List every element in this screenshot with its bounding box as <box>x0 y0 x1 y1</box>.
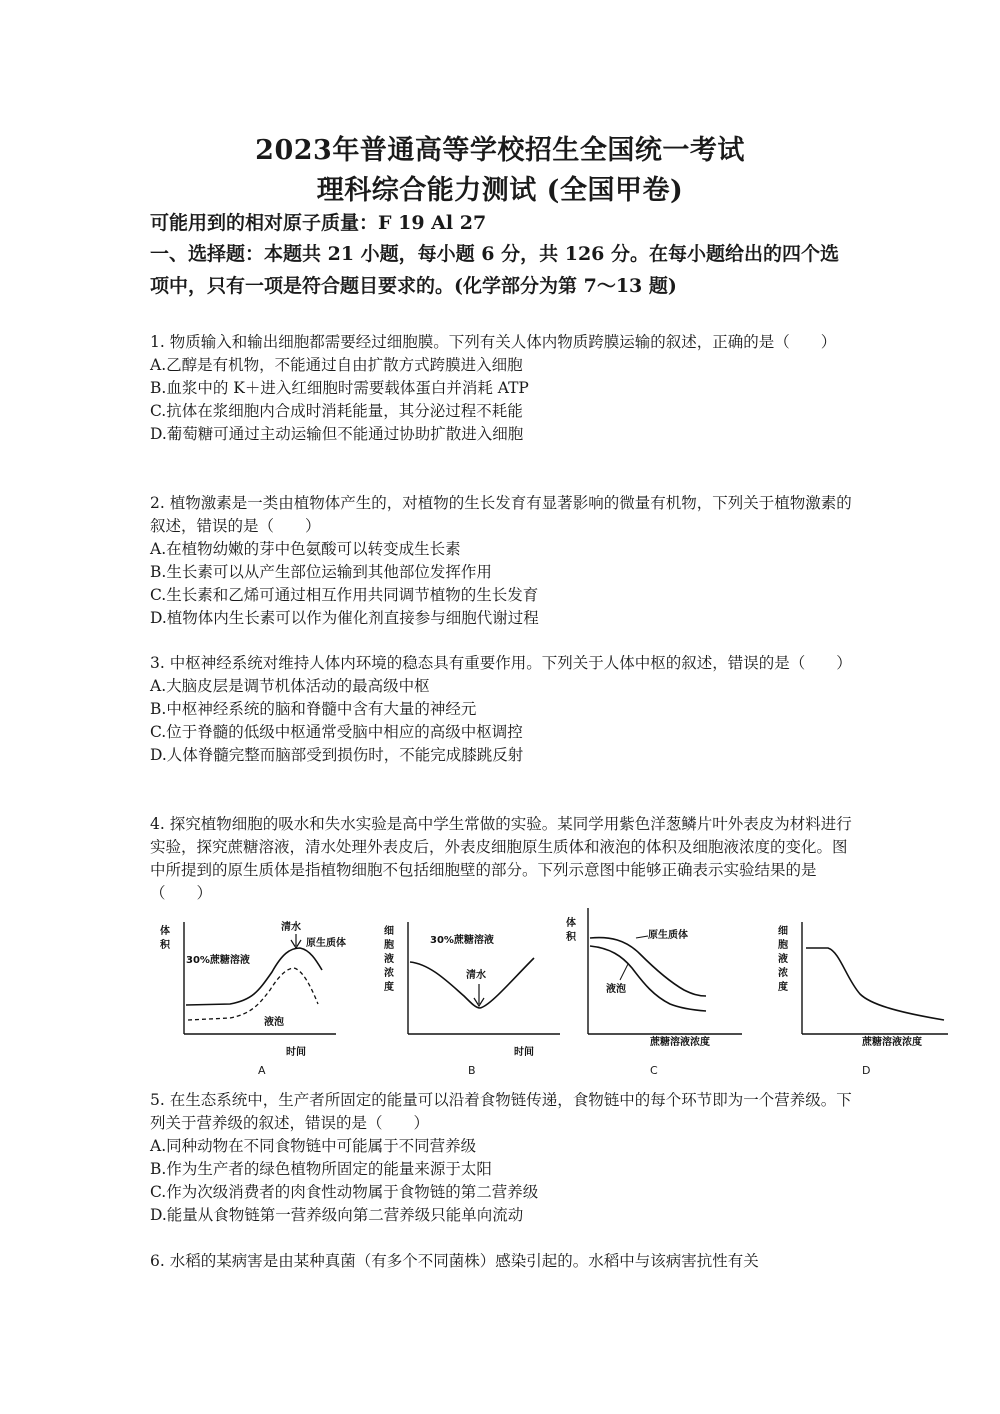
y-axis-label-1: 体 <box>566 918 576 929</box>
exam-subtitle: 理科综合能力测试 (全国甲卷) <box>316 175 684 206</box>
figure-b-label: B <box>468 1064 476 1077</box>
figure-d-label: D <box>862 1064 871 1077</box>
y-axis-label-2: 胞 <box>778 940 788 951</box>
figure-b-chart <box>384 908 564 1058</box>
figure-c-label: C <box>650 1064 658 1077</box>
x-axis-label: 时间 <box>514 1047 534 1058</box>
option-a: A.大脑皮层是调节机体活动的最高级中枢 <box>150 677 430 695</box>
x-axis-label: 时间 <box>286 1047 306 1058</box>
protoplast-pointer <box>636 936 648 938</box>
y-axis-label-2: 积 <box>566 932 576 943</box>
question-2 <box>150 492 855 630</box>
y-axis-label-1: 细 <box>384 926 394 937</box>
question-stem: 2. 植物激素是一类由植物体产生的，对植物的生长发育有显著影响的微量有机物，下列关于植物激素的叙述，错误的是（ ） <box>150 494 852 535</box>
annotation-solution: 30%蔗糖溶液 <box>430 935 494 946</box>
x-axis-label: 蔗糖溶液浓度 <box>862 1037 922 1048</box>
annotation-vacuole: 液泡 <box>264 1017 284 1028</box>
annotation-protoplast: 原生质体 <box>306 938 346 949</box>
question-5 <box>150 1089 855 1227</box>
option-c: C.位于脊髓的低级中枢通常受脑中相应的高级中枢调控 <box>150 723 523 741</box>
figure-d-chart <box>776 908 956 1058</box>
option-b: B.生长素可以从产生部位运输到其他部位发挥作用 <box>150 563 492 581</box>
figure-d <box>776 908 956 1062</box>
y-axis-label-4: 浓 <box>778 968 788 979</box>
annotation-solution: 30%蔗糖溶液 <box>186 955 250 966</box>
exam-title: 2023年普通高等学校招生全国统一考试 <box>255 135 745 166</box>
option-b: B.血浆中的 K＋进入红细胞时需要载体蛋白并消耗 ATP <box>150 379 529 397</box>
option-c: C.生长素和乙烯可通过相互作用共同调节植物的生长发育 <box>150 586 539 604</box>
annotation-water: 清水 <box>281 922 301 933</box>
question-stem: 6. 水稻的某病害是由某种真菌（有多个不同菌株）感染引起的。水稻中与该病害抗性有关 <box>150 1252 759 1270</box>
question-stem: 3. 中枢神经系统对维持人体内环境的稳态具有重要作用。下列关于人体中枢的叙述，错误的是（ ） <box>150 654 852 672</box>
figure-a <box>160 908 346 1062</box>
question-6 <box>150 1250 855 1273</box>
y-axis-label-2: 积 <box>160 940 170 951</box>
option-d: D.植物体内生长素可以作为催化剂直接参与细胞代谢过程 <box>150 609 539 627</box>
y-axis-label-5: 度 <box>778 982 788 993</box>
option-d: D.葡萄糖可通过主动运输但不能通过协助扩散进入细胞 <box>150 425 524 443</box>
y-axis-label-5: 度 <box>384 982 394 993</box>
concentration-curve <box>806 948 944 1020</box>
question-3 <box>150 652 855 767</box>
section-instruction-line1: 一、选择题：本题共 21 小题，每小题 6 分，共 126 分。在每小题给出的四个选 <box>150 243 840 265</box>
option-a: A.同种动物在不同食物链中可能属于不同营养级 <box>150 1137 477 1155</box>
question-1 <box>150 331 855 446</box>
atomic-mass-line: 可能用到的相对原子质量：F 19 Al 27 <box>150 212 487 234</box>
section-instruction-line2: 项中，只有一项是符合题目要求的。(化学部分为第 7～13 题) <box>150 275 677 297</box>
figure-c <box>566 908 746 1062</box>
y-axis-label-3: 液 <box>384 954 394 965</box>
y-axis-label-1: 细 <box>778 926 788 937</box>
question-stem: 5. 在生态系统中，生产者所固定的能量可以沿着食物链传递，食物链中的每个环节即为一个营养级。下列关于营养级的叙述，错误的是（ ） <box>150 1091 852 1132</box>
annotation-protoplast: 原生质体 <box>648 930 688 941</box>
vacuole-pointer <box>620 964 628 980</box>
option-c: C.抗体在浆细胞内合成时消耗能量，其分泌过程不耗能 <box>150 402 523 420</box>
option-c: C.作为次级消费者的肉食性动物属于食物链的第二营养级 <box>150 1183 539 1201</box>
option-a: A.乙醇是有机物，不能通过自由扩散方式跨膜进入细胞 <box>150 356 523 374</box>
annotation-vacuole: 液泡 <box>606 984 626 995</box>
concentration-curve <box>410 958 534 1008</box>
y-axis-label-3: 液 <box>778 954 788 965</box>
option-b: B.中枢神经系统的脑和脊髓中含有大量的神经元 <box>150 700 477 718</box>
figure-a-label: A <box>258 1064 266 1077</box>
figure-c-chart <box>566 908 746 1058</box>
option-a: A.在植物幼嫩的芽中色氨酸可以转变成生长素 <box>150 540 461 558</box>
vacuole-curve <box>590 946 706 1011</box>
annotation-water: 清水 <box>466 970 486 981</box>
question-stem: 4. 探究植物细胞的吸水和失水实验是高中学生常做的实验。某同学用紫色洋葱鳞片叶外表皮为材料进行实验，探究蔗糖溶液，清水处理外表皮后，外表皮细胞原生质体和液泡的体积及细胞液浓度的变化。图中所提到的原生质体是指植物细胞不包括细胞壁的部分。下列示意图中能够正确表示实验结果的是（ ） <box>150 815 852 902</box>
figure-b <box>384 908 564 1062</box>
y-axis-label-4: 浓 <box>384 968 394 979</box>
x-axis-label: 蔗糖溶液浓度 <box>650 1037 710 1048</box>
question-4 <box>150 813 855 905</box>
y-axis-label-1: 体 <box>160 926 170 937</box>
option-b: B.作为生产者的绿色植物所固定的能量来源于太阳 <box>150 1160 492 1178</box>
option-d: D.人体脊髓完整而脑部受到损伤时，不能完成膝跳反射 <box>150 746 524 764</box>
y-axis-label-2: 胞 <box>384 940 394 951</box>
figure-a-chart <box>160 908 346 1058</box>
question-stem: 1. 物质输入和输出细胞都需要经过细胞膜。下列有关人体内物质跨膜运输的叙述，正确的是（ ） <box>150 333 837 351</box>
option-d: D.能量从食物链第一营养级向第二营养级只能单向流动 <box>150 1206 524 1224</box>
